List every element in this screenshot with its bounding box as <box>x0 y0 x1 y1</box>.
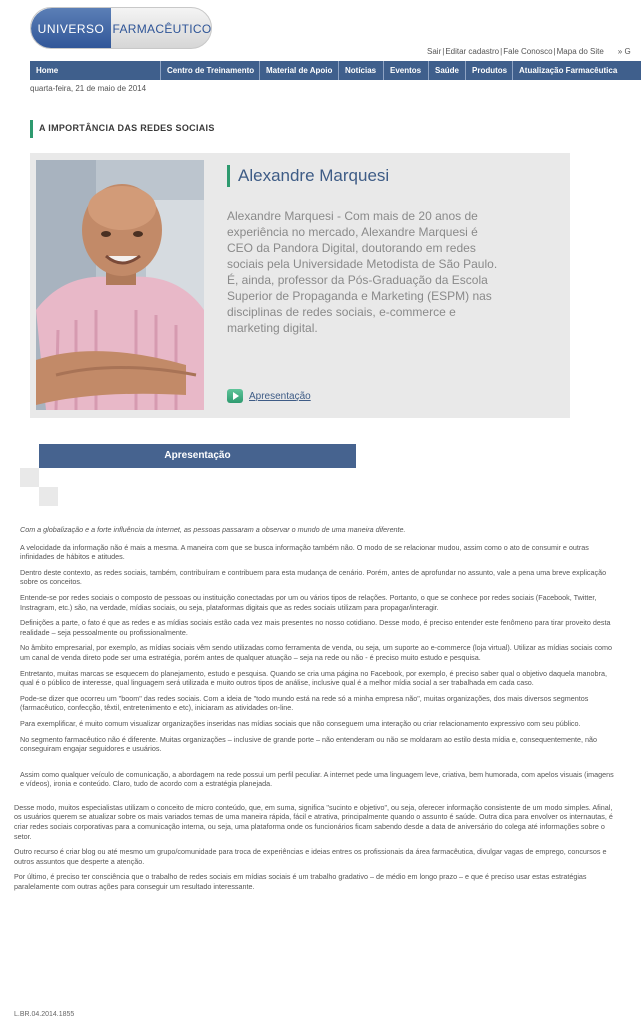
current-date: quarta-feira, 21 de maio de 2014 <box>30 84 147 93</box>
presentation-header: Apresentação <box>39 444 356 468</box>
nav-produtos[interactable]: Produtos <box>466 61 513 80</box>
author-photo <box>36 160 204 410</box>
decorative-square <box>20 468 39 487</box>
article-paragraph: Entende-se por redes sociais o composto de pessoas ou instituição conectadas por um ou vários tipos de relações. Portanto, o que se conhece por redes sociais (Facebook, Twitter, Instragram, etc.) são, na verdade, mídias sociais, ou seja, plataformas digitais que as redes sociais utilizam para propagar/interagir. <box>20 592 597 612</box>
link-g[interactable]: » G <box>617 47 631 56</box>
author-box <box>30 153 570 418</box>
article-body <box>14 525 618 898</box>
page-title: A IMPORTÂNCIA DAS REDES SOCIAIS <box>30 120 215 138</box>
nav-material-de-apoio[interactable]: Material de Apoio <box>260 61 339 80</box>
nav-atualizacao-farmaceutica[interactable]: Atualização Farmacêutica <box>519 66 618 75</box>
logo-right-text: FARMACÊUTICO <box>112 22 212 36</box>
article-paragraph: Outro recurso é criar blog ou até mesmo um grupo/comunidade para troca de experiências e ideias entres os profissionais da área farmacêutica, divulgar vagas de emprego, concursos e outros assuntos que desperte a atenção. <box>14 847 607 866</box>
link-sair[interactable]: Sair <box>427 47 442 56</box>
link-mapa-do-site[interactable]: Mapa do Site <box>556 47 604 56</box>
link-editar-cadastro[interactable]: Editar cadastro <box>445 47 500 56</box>
nav-home[interactable]: Home <box>30 61 161 80</box>
top-links: Sair|Editar cadastro|Fale Conosco|Mapa do Site » G <box>427 47 631 56</box>
decorative-square <box>39 487 58 506</box>
article-paragraph: Definições a parte, o fato é que as redes e as mídias sociais estão cada vez mais presentes no nosso cotidiano. Desse modo, é preciso entender este fenômeno para tirar proveito desta realidade – seja pessoalmente ou profissionalmente. <box>20 618 611 637</box>
link-fale-conosco[interactable]: Fale Conosco <box>503 47 553 56</box>
nav-saude[interactable]: Saúde <box>429 61 466 80</box>
article-paragraph: Para exemplificar, é muito comum visualizar organizações inseridas nas mídias sociais que não conseguem uma interação ou criar relacionamento expressivo com seu público. <box>20 718 581 728</box>
article-paragraph: Desse modo, muitos especialistas utilizam o conceito de micro conteúdo, que, em suma, significa "sucinto e objetivo", ou seja, oferecer informação consistente de um modo simples. Afinal, os usuários querem se atualizar sobre os mais variados temas de uma maneira rápida, fácil e atrativa, principalmente quando o assunto é saúde. Outra dica para envolver os internautas, é criar redes sociais corporativas para a comunicação interna, ou seja, uma plataforma onde os funcionários ficam sabendo desde a data de aniversário do colega até informações sobre o setor. <box>14 802 613 841</box>
presentation-link-label[interactable]: Apresentação <box>249 390 311 402</box>
article-paragraph: No segmento farmacêutico não é diferente. Muitas organizações – inclusive de grande porte – não entenderam ou não se moldaram ao estilo desta mídia e, consequentemente, não conseguiram engajar seguidores e usuários. <box>20 734 597 754</box>
play-icon <box>227 389 243 403</box>
logo-left-text: UNIVERSO <box>31 8 111 49</box>
site-logo[interactable] <box>30 7 212 49</box>
article-paragraph: Entretanto, muitas marcas se esquecem do planejamento, estudo e pesquisa. Quando se cria uma página no Facebook, por exemplo, é preciso saber qual o objetivo daquela manobra, qual é o público de interesse, qual linguagem será utilizada e muito outros tipos de análise, inclusive qual é a melhor mídia social a ser trabalhada em cada caso. <box>20 668 607 688</box>
article-intro: Com a globalização e a forte influência da internet, as pessoas passaram a observar o mundo de uma maneira diferente. <box>20 525 406 534</box>
author-portrait-image <box>36 160 204 410</box>
main-nav <box>30 61 641 80</box>
article-paragraph: Assim como qualquer veículo de comunicação, a abordagem na rede possui um perfil peculiar. A internet pede uma linguagem leve, criativa, bem humorada, com apelos visuais (imagens e vídeos), ironia e conteúdo. Claro, tudo de acordo com a estratégia planejada. <box>20 769 614 789</box>
nav-eventos[interactable]: Eventos <box>384 61 429 80</box>
nav-noticias[interactable]: Notícias <box>339 61 384 80</box>
article-paragraph: Por último, é preciso ter consciência que o trabalho de redes sociais em mídias sociais é um trabalho gradativo – de médio em longo prazo – e que é preciso usar estas estratégias paralelamente com outras ações para conseguir um resultado interessante. <box>14 872 587 892</box>
author-bio: Alexandre Marquesi - Com mais de 20 anos de experiência no mercado, Alexandre Marquesi é CEO da Pandora Digital, doutorando em redes sociais pela Universidade Metodista de São Paulo. É, ainda, professor da Pós-Graduação da Escola Superior de Propaganda e Marketing (ESPM) nas disciplinas de redes sociais, e-commerce e marketing digital. <box>227 209 498 335</box>
article-paragraph: No âmbito empresarial, por exemplo, as mídias sociais vêm sendo utilizadas como ferramenta de venda, ou seja, um suporte ao e-commerce (loja virtual). Utilizar as mídias sociais como um canal de venda direto pode ser uma estratégia, porém antes de qualquer atuação – seja na rede ou não - é preciso muito estudo e pesquisa. <box>20 643 613 662</box>
article-paragraph: Dentro deste contexto, as redes sociais, também, contribuíram e contribuem para esta mudança de cenário. Porém, antes de aprofundar no assunto, vale a pena uma breve explicação sobre os conceitos. <box>20 567 607 587</box>
footer-code: L.BR.04.2014.1855 <box>14 1011 75 1018</box>
nav-centro-de-treinamento[interactable]: Centro de Treinamento <box>161 61 260 80</box>
presentation-link[interactable] <box>227 389 311 403</box>
article-paragraph: Pode-se dizer que ocorreu um "boom" das redes sociais. Com a ideia de "todo mundo está na rede só a minha empresa não", muitas organizações, dos mais diversos segmentos (farmacêutico, confecção, têxtil, entretenimento e etc), iniciaram as atividades on-line. <box>20 693 589 713</box>
article-paragraph: A velocidade da informação não é mais a mesma. A maneira com que se busca informação também não. O modo de se relacionar mudou, assim como o ato de consumir e outras infinidades de hábitos e atitudes. <box>20 542 589 562</box>
author-name: Alexandre Marquesi <box>227 165 389 187</box>
